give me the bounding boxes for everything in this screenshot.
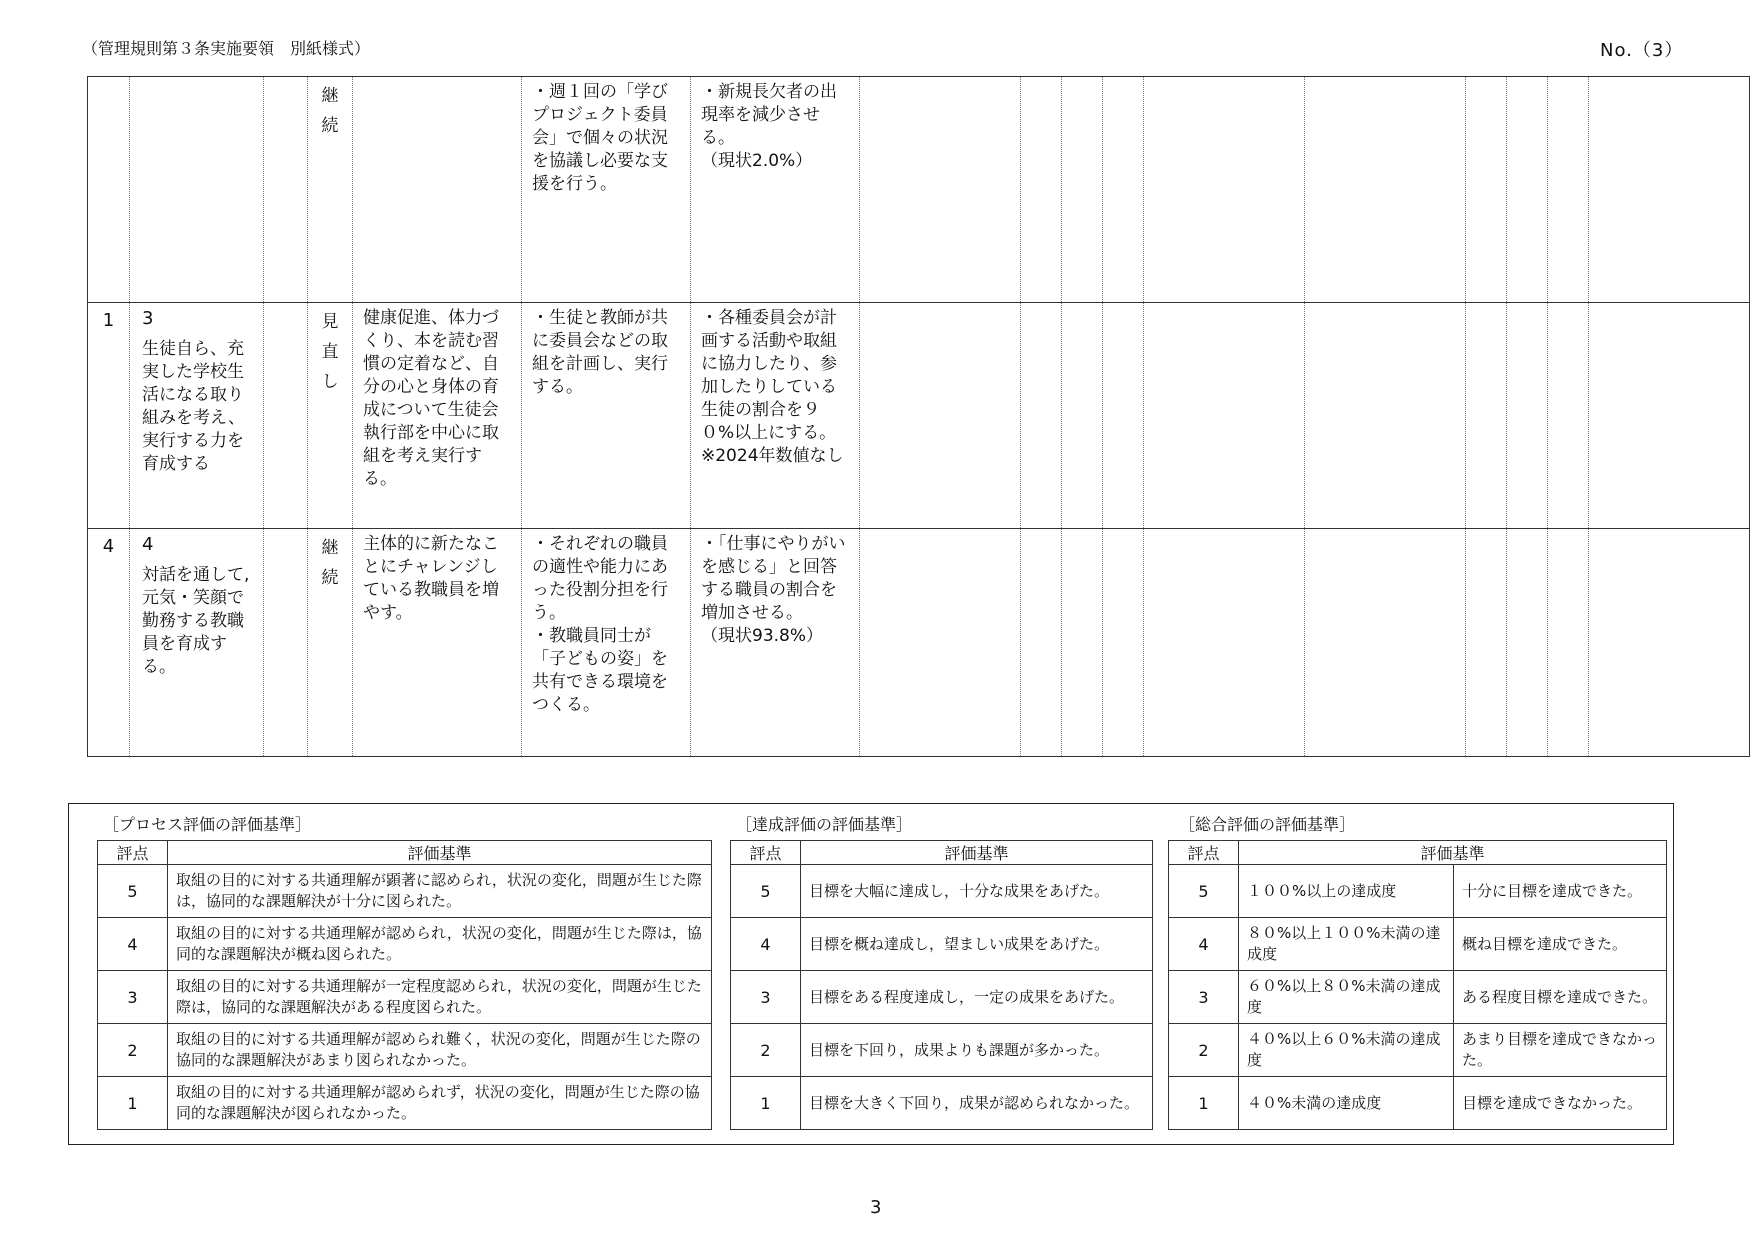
criteria-cell: あまり目標を達成できなかった。 [1454,1024,1667,1077]
row-number [88,77,130,303]
rate-cell: １００%以上の達成度 [1239,865,1454,918]
process-criteria-table [97,840,712,1130]
criteria-header: 評価基準 [801,841,1153,865]
issue-cell: 主体的に新たなことにチャレンジしている教職員を増やす。 [353,529,522,757]
goal-cell [130,303,264,529]
approach-cell: ・それぞれの職員の適性や能力にあった役割分担を行う。 ・教職員同士が「子どもの姿」を共有できる環境をつくる。 [522,529,691,757]
rate-cell: ４０%以上６０%未満の達成度 [1239,1024,1454,1077]
score-header: 評点 [731,841,801,865]
score-cell: 5 [731,865,801,918]
score-cell: 4 [98,918,168,971]
table-row [731,918,1153,971]
table-row [88,529,1750,757]
rate-cell: ８０%以上１００%未満の達成度 [1239,918,1454,971]
status-cell [308,529,353,757]
criteria-cell: 目標を大幅に達成し，十分な成果をあげた。 [801,865,1153,918]
score-cell: 4 [731,918,801,971]
table-row [1169,1077,1667,1130]
score-cell: 3 [98,971,168,1024]
table-row [1169,865,1667,918]
score-cell: 1 [98,1077,168,1130]
goal-cell [130,529,264,757]
empty-cell [264,303,308,529]
table-row [1169,971,1667,1024]
criteria-frame [68,803,1674,1145]
rate-cell: ６０%以上８０%未満の達成度 [1239,971,1454,1024]
goal-number: 3 [142,308,154,329]
table-row [88,77,1750,303]
criteria-cell: ある程度目標を達成できた。 [1454,971,1667,1024]
achievement-criteria-table [730,840,1153,1130]
page-number: 3 [870,1197,882,1218]
score-header: 評点 [1169,841,1239,865]
score-cell: 1 [731,1077,801,1130]
criteria-cell: 取組の目的に対する共通理解が一定程度認められ，状況の変化，問題が生じた際は，協同的な課題解決がある程度図られた。 [168,971,712,1024]
empty-cell [264,77,308,303]
target-cell: ・各種委員会が計画する活動や取組に協力したり、参加したりしている生徒の割合を９０%以上にする。 ※2024年数値なし [691,303,860,529]
approach-cell: ・生徒と教師が共に委員会などの取組を計画し、実行する。 [522,303,691,529]
table-row [98,1024,712,1077]
criteria-cell: 目標を大きく下回り，成果が認められなかった。 [801,1077,1153,1130]
issue-cell: 健康促進、体力づくり、本を読む習慣の定着など、自分の心と身体の育成について生徒会執行部を中心に取組を考え実行する。 [353,303,522,529]
status-char: し [321,372,339,392]
table-row [1169,1024,1667,1077]
score-cell: 5 [1169,865,1239,918]
target-cell: ・「仕事にやりがいを感じる」と回答する職員の割合を増加させる。 （現状93.8%） [691,529,860,757]
criteria-cell: 取組の目的に対する共通理解が顕著に認められ，状況の変化，問題が生じた際は，協同的な課題解決が十分に図られた。 [168,865,712,918]
table-row [88,303,1750,529]
table-row [731,1077,1153,1130]
overall-criteria-title: ［総合評価の評価基準］ [1179,815,1356,834]
status-char: 続 [321,568,339,588]
goal-text: 対話を通して,元気・笑顔で勤務する教職員を育成する。 [142,565,250,677]
status-cell [308,303,353,529]
table-row [98,865,712,918]
target-cell: ・新規長欠者の出現率を減少させる。 （現状2.0%） [691,77,860,303]
table-row [98,918,712,971]
goal-text: 生徒自ら、充実した学校生活になる取り組みを考え、実行する力を育成する [142,339,246,474]
status-cell [308,77,353,303]
score-cell: 3 [1169,971,1239,1024]
table-row [731,1024,1153,1077]
status-char: 直 [321,342,339,362]
achievement-criteria-title: ［達成評価の評価基準］ [736,815,913,834]
status-char: 継 [321,538,339,558]
score-cell: 4 [1169,918,1239,971]
score-cell: 1 [1169,1077,1239,1130]
criteria-cell: 目標を概ね達成し，望ましい成果をあげた。 [801,918,1153,971]
score-cell: 2 [98,1024,168,1077]
issue-cell [353,77,522,303]
plan-table [87,76,1750,757]
table-row [731,971,1153,1024]
table-row [1169,918,1667,971]
rate-cell: ４０%未満の達成度 [1239,1077,1454,1130]
criteria-cell: 取組の目的に対する共通理解が認められ難く，状況の変化，問題が生じた際の協同的な課題解決があまり図られなかった。 [168,1024,712,1077]
approach-cell: ・週１回の「学びプロジェクト委員会」で個々の状況を協議し必要な支援を行う。 [522,77,691,303]
row-number: 4 [88,529,130,757]
score-cell: 5 [98,865,168,918]
criteria-cell: 目標をある程度達成し，一定の成果をあげた。 [801,971,1153,1024]
score-cell: 2 [731,1024,801,1077]
form-reference: （管理規則第３条実施要領 別紙様式） [82,39,371,58]
criteria-cell: 取組の目的に対する共通理解が認められ，状況の変化，問題が生じた際は，協同的な課題解決が概ね図られた。 [168,918,712,971]
goal-cell [130,77,264,303]
criteria-cell: 目標を下回り，成果よりも課題が多かった。 [801,1024,1153,1077]
table-row [98,1077,712,1130]
score-header: 評点 [98,841,168,865]
status-char: 見 [321,312,339,332]
criteria-cell: 目標を達成できなかった。 [1454,1077,1667,1130]
overall-criteria-table [1168,840,1667,1130]
empty-cell [264,529,308,757]
score-cell: 3 [731,971,801,1024]
process-criteria-title: ［プロセス評価の評価基準］ [103,815,312,834]
criteria-cell: 概ね目標を達成できた。 [1454,918,1667,971]
criteria-cell: 十分に目標を達成できた。 [1454,865,1667,918]
criteria-cell: 取組の目的に対する共通理解が認められず，状況の変化，問題が生じた際の協同的な課題解決が図られなかった。 [168,1077,712,1130]
status-char: 継 [321,86,339,106]
status-char: 続 [321,116,339,136]
table-row [731,865,1153,918]
score-cell: 2 [1169,1024,1239,1077]
criteria-header: 評価基準 [1239,841,1667,865]
goal-number: 4 [142,534,154,555]
table-row [98,971,712,1024]
criteria-header: 評価基準 [168,841,712,865]
page-sheet-number: No.（3） [1600,40,1684,61]
row-number: 1 [88,303,130,529]
